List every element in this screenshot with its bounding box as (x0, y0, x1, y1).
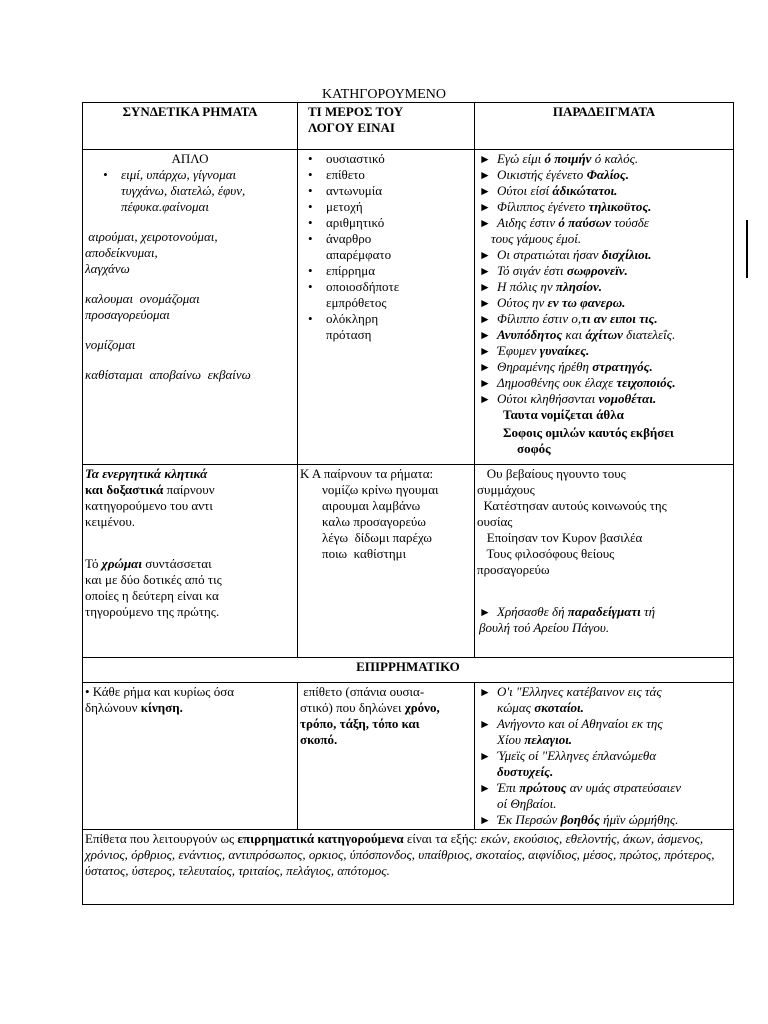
text-line: σκοπό. (300, 732, 338, 747)
arrow-icon: ► (479, 781, 491, 795)
adverbial-heading: ΕΠΙΡΡΗΜΑΤΙΚΟ (83, 658, 734, 683)
text-line: αιρουμαι λαμβάνω (322, 498, 421, 513)
example-item: ► Φίλιππος έγένετο τηλικοϋτος. (479, 199, 652, 214)
arrow-icon: ► (479, 392, 491, 406)
example-item: ► Χρήσασθε δή παραδείγματι τή (479, 604, 656, 619)
adverbial-row (83, 683, 734, 830)
list-item: • οποιοσδήποτε (326, 279, 472, 295)
list-item: • ουσιαστικό (326, 151, 472, 167)
text-line: Εποίησαν τον Κυρον βασιλέα (477, 530, 643, 545)
text-line: προσαγορεύω (477, 562, 550, 577)
list-item: • αντωνυμία (326, 183, 472, 199)
simple-verb-list (85, 167, 295, 183)
list-item: • μετοχή (326, 199, 472, 215)
example-item: ► Ούτος ην εν τω φανερω. (479, 295, 626, 310)
arrow-icon: ► (479, 360, 491, 374)
text-line: τηγορούμενο της πρώτης. (85, 604, 220, 619)
footer-text-bold: επιρρηματικά κατηγορούμενα (237, 831, 404, 846)
footer-row (83, 830, 734, 905)
list-item: • επίθετο (326, 167, 472, 183)
arrow-icon: ► (479, 280, 491, 294)
verb-line: λαγχάνω (85, 261, 130, 276)
text-line: Κ Α παίρνουν τα ρήματα: (300, 466, 434, 481)
adverbial-parts-cell (298, 683, 475, 830)
example-plain: Σοφοις ομιλών καυτός εκβήσει (503, 425, 674, 440)
arrow-icon: ► (479, 328, 491, 342)
text-line: τρόπο, τάξη, τόπο και (300, 716, 420, 731)
text-line: δηλώνουν κίνηση. (85, 700, 183, 715)
text-line: ουσίας (477, 514, 513, 529)
header-part-line2: ΛΟΓΟΥ ΕΙΝΑΙ (308, 120, 395, 135)
example-item: ► Θηραμένης ήρέθη στρατηγός. (479, 359, 653, 374)
parts-of-speech-list-2 (300, 263, 472, 295)
arrow-icon: ► (479, 264, 491, 278)
example-item: ► Η πόλις ην πλησίον. (479, 279, 603, 294)
verb-line: αιρούμαι, χειροτονούμαι, (85, 229, 218, 244)
list-item: • αριθμητικό (326, 215, 472, 231)
example-cont: τους γάμους έμοί. (491, 231, 582, 246)
margin-line (746, 220, 748, 278)
active-description-cell (83, 465, 298, 658)
verb-line: καλουμαι ονομάζομαι (85, 291, 200, 306)
example-plain: σοφός (517, 441, 551, 456)
simple-parts-cell (298, 150, 475, 465)
example-cont: οί Θηβαίοι. (497, 796, 557, 811)
header-linking-verbs: ΣΥΝΔΕΤΙΚΑ ΡΗΜΑΤΑ (83, 103, 298, 150)
arrow-icon: ► (479, 152, 491, 166)
text-line: ποιω καθίστημι (322, 546, 407, 561)
text-line: στικό) που δηλώνει χρόνο, (300, 700, 440, 715)
verb-line: αποδείκνυμαι, (85, 245, 158, 260)
list-item-cont: απαρέμφατο (326, 247, 392, 262)
parts-of-speech-list (300, 151, 472, 247)
simple-examples-cell (475, 150, 734, 465)
example-item: ► Ανήγοντο και οί Αθηναίοι εκ της (479, 716, 663, 731)
text-line: και με δύο δοτικές από τις (85, 572, 222, 587)
text-line: Τα ενεργητικά κλητικά (85, 466, 208, 481)
verb-group-3 (85, 291, 295, 323)
verb-line: προσαγορεύομαι (85, 307, 170, 322)
active-verbs-row (83, 465, 734, 658)
text-line: συμμάχους (477, 482, 535, 497)
example-item: ► Ούτοι κληθήσσνται νομοθέται. (479, 391, 657, 406)
text-line: νομίζω κρίνω ηγουμαι (322, 482, 439, 497)
verb-group-4: νομίζομαι (85, 337, 136, 352)
header-examples: ΠΑΡΑΔΕΙΓΜΑΤΑ (475, 103, 734, 150)
header-row (83, 103, 734, 150)
verb-group-5: καθίσταμαι αποβαίνω εκβαίνω (85, 367, 251, 382)
example-item: ► Έκ Περσών βοηθός ήμϊν ώρμήθης. (479, 812, 679, 827)
text-line: και δοξαστικά παίρνουν (85, 482, 215, 497)
footer-text: είναι τα εξής: (403, 831, 481, 846)
verb-group-2 (85, 229, 295, 277)
example-item: ► Έφυμεν γυναίκες. (479, 343, 590, 358)
footer-text: Επίθετα που λειτουργούν ως (85, 831, 238, 846)
text-line: επίθετο (σπάνια ουσια- (300, 684, 425, 699)
text-line: οποίες η δεύτερη είναι κα (85, 588, 219, 603)
arrow-icon: ► (479, 168, 491, 182)
footer-adjectives: εθελοντής, άκων, άσμενος, χρόνιος, όρθριος, ενάντιος, αντιπρόσωπος, ορκιος, ύπόσπονδος, υπαίθριος, σκοταίος, αιφνίδιος, μέσος, πρώτος, πρότερος, ύστατος, ύστερος, τελευταίος, τριταίος, πελάγιος, απότομος. (85, 831, 715, 878)
page-title: ΚΑΤΗΓΟΡΟΥΜΕΝΟ (321, 87, 447, 102)
arrow-icon: ► (479, 685, 491, 699)
active-examples-cell (475, 465, 734, 658)
example-cont: Χίου πελαγιοι. (497, 732, 573, 747)
footer-cell (83, 830, 734, 905)
arrow-icon: ► (479, 813, 491, 827)
adverbial-examples-cell (475, 683, 734, 830)
parts-of-speech-list-3 (300, 311, 472, 327)
example-item: ► Έπι πρώτους αν υμάς στρατεύσαιεν (479, 780, 682, 795)
footer-adjectives: εκών, εκούσιος, (480, 831, 563, 846)
arrow-icon: ► (479, 296, 491, 310)
example-item: ► Αιδης έστιν ό παύσων τούσδε (479, 215, 649, 230)
text-line: κατηγορούμενο του αντι (85, 498, 213, 513)
example-item: ► Δημοσθένης ουκ έλαχε τειχοποιός. (479, 375, 676, 390)
example-cont: βουλή τού Αρείου Πάγου. (479, 620, 610, 635)
arrow-icon: ► (479, 312, 491, 326)
arrow-icon: ► (479, 200, 491, 214)
list-item: • επίρρημα (326, 263, 472, 279)
header-part-of-speech (298, 103, 475, 150)
text-line: κειμένου. (85, 514, 136, 529)
simple-heading: ΑΠΛΟ (171, 151, 209, 166)
active-verbs-cell (298, 465, 475, 658)
example-item: ► Οικιστής έγένετο Φαλίος. (479, 167, 629, 182)
text-line: καλω προσαγορεύω (322, 514, 426, 529)
arrow-icon: ► (479, 605, 491, 619)
text-line: λέγω δίδωμι παρέχω (322, 530, 432, 545)
predicate-table (82, 102, 734, 905)
arrow-icon: ► (479, 216, 491, 230)
list-item: πέφυκα.φαίνομαι (121, 199, 209, 214)
header-part-line1: ΤΙ ΜΕΡΟΣ ΤΟΥ (308, 104, 404, 119)
example-item: ► Οι στρατιώται ήσαν δισχίλιοι. (479, 247, 652, 262)
list-item-cont: εμπρόθετος (326, 295, 387, 310)
example-item: ► Εγώ είμι ό ποιμήν ό καλός. (479, 151, 639, 166)
arrow-icon: ► (479, 376, 491, 390)
example-item: ► Τό σιγάν έστι σωφρονεϊν. (479, 263, 628, 278)
arrow-icon: ► (479, 184, 491, 198)
example-item: ► Ανυπόδητος και άχίτων διατελεΐς. (479, 327, 676, 342)
text-line: Κατέστησαν αυτούς κοινωνούς της (477, 498, 667, 513)
adverbial-verbs-cell (83, 683, 298, 830)
arrow-icon: ► (479, 344, 491, 358)
text-line: Ου βεβαίους ηγουντο τους (477, 466, 626, 481)
example-item: ► Ύμεϊς οί "Ελληνες έπλανώμεθα (479, 748, 657, 763)
arrow-icon: ► (479, 749, 491, 763)
list-item: • άναρθρο (326, 231, 472, 247)
text-line: • Κάθε ρήμα και κυρίως όσα (85, 684, 235, 699)
example-item: ► Φίλιππο έστιν ο,τι αν ειποι τις. (479, 311, 658, 326)
example-cont: δυστυχείς. (497, 764, 554, 779)
list-item: • ολόκληρη (326, 311, 472, 327)
simple-verbs-cell (83, 150, 298, 465)
simple-row (83, 150, 734, 465)
text-line: Τους φιλοσόφους θείους (477, 546, 615, 561)
arrow-icon: ► (479, 248, 491, 262)
adverbial-heading-row (83, 658, 734, 683)
example-item: ► Ούτοι είσί άδικώτατοι. (479, 183, 618, 198)
text-line: Τό χρώμαι συντάσσεται (85, 556, 212, 571)
list-item: τυγχάνω, διατελώ, έφυν, (121, 183, 246, 198)
list-item-cont: πρόταση (326, 327, 372, 342)
arrow-icon: ► (479, 717, 491, 731)
example-item: ► Ο'ι "Ελληνες κατέβαινον εις τάς (479, 684, 662, 699)
example-cont: κώμας σκοταίοι. (497, 700, 584, 715)
list-item: • ειμί, υπάρχω, γίγνομαι (121, 167, 295, 183)
example-plain: Ταυτα νομίζεται άθλα (503, 407, 624, 422)
